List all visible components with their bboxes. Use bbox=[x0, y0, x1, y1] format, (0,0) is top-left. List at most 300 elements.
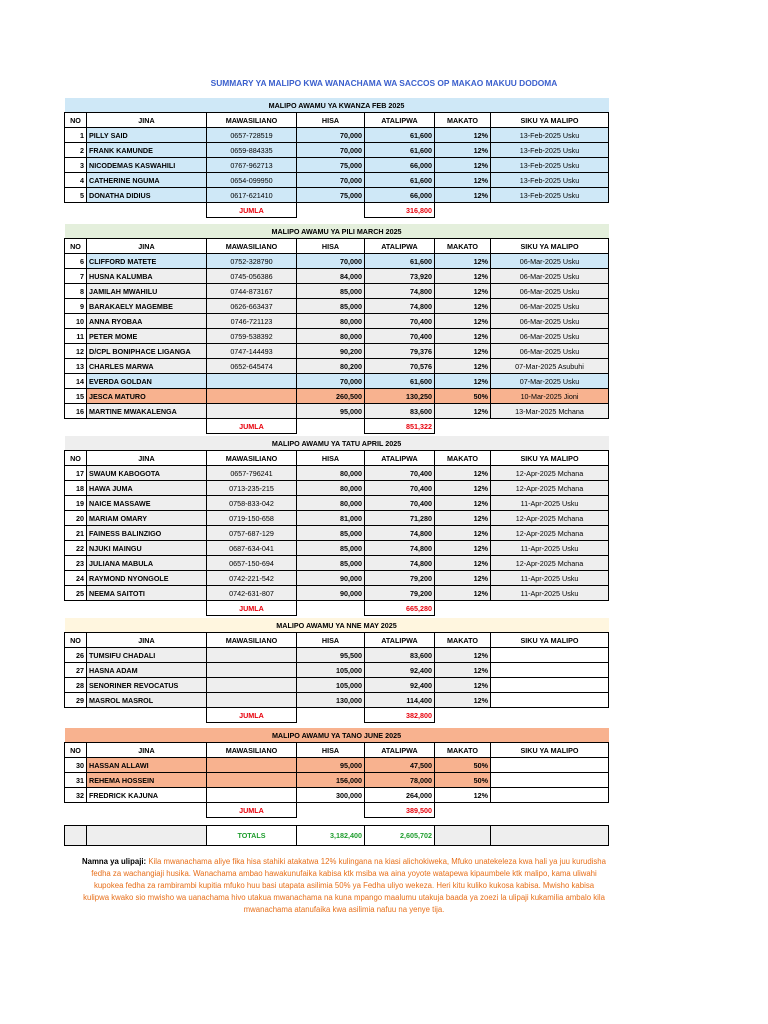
member-no: 24 bbox=[65, 571, 87, 586]
member-no: 21 bbox=[65, 526, 87, 541]
member-no: 6 bbox=[65, 254, 87, 269]
member-siku: 06-Mar-2025 Usku bbox=[491, 329, 609, 344]
member-phone: 0659-884335 bbox=[207, 143, 297, 158]
column-header: ATALIPWA bbox=[365, 239, 435, 254]
member-name: JESCA MATURO bbox=[87, 389, 207, 404]
member-name: HASNA ADAM bbox=[87, 663, 207, 678]
member-atalipwa: 61,600 bbox=[365, 173, 435, 188]
member-atalipwa: 92,400 bbox=[365, 663, 435, 678]
member-phone bbox=[207, 404, 297, 419]
member-phone bbox=[207, 648, 297, 663]
member-makato: 12% bbox=[435, 571, 491, 586]
table-row bbox=[65, 329, 609, 344]
member-phone bbox=[207, 389, 297, 404]
member-hisa: 80,000 bbox=[297, 329, 365, 344]
member-phone: 0758-833-042 bbox=[207, 496, 297, 511]
column-header: NO bbox=[65, 239, 87, 254]
member-siku bbox=[491, 773, 609, 788]
member-name: NICODEMAS KASWAHILI bbox=[87, 158, 207, 173]
member-siku: 11-Apr-2025 Usku bbox=[491, 586, 609, 601]
note-label: Namna ya ulipaji: bbox=[82, 857, 147, 866]
member-name: HASSAN ALLAWI bbox=[87, 758, 207, 773]
member-hisa: 90,000 bbox=[297, 571, 365, 586]
member-phone: 0719-150-658 bbox=[207, 511, 297, 526]
column-header: MAKATO bbox=[435, 633, 491, 648]
member-makato: 12% bbox=[435, 648, 491, 663]
member-makato: 50% bbox=[435, 758, 491, 773]
table-row bbox=[65, 586, 609, 601]
member-atalipwa: 74,800 bbox=[365, 541, 435, 556]
column-header: MAKATO bbox=[435, 239, 491, 254]
member-atalipwa: 73,920 bbox=[365, 269, 435, 284]
member-phone: 0747-144493 bbox=[207, 344, 297, 359]
member-hisa: 90,000 bbox=[297, 586, 365, 601]
member-phone: 0713-235-215 bbox=[207, 481, 297, 496]
column-header: JINA bbox=[87, 239, 207, 254]
member-phone: 0759-538392 bbox=[207, 329, 297, 344]
member-siku: 07-Mar-2025 Usku bbox=[491, 374, 609, 389]
table-row bbox=[65, 269, 609, 284]
member-no: 16 bbox=[65, 404, 87, 419]
member-atalipwa: 83,600 bbox=[365, 648, 435, 663]
jumla-value: 665,280 bbox=[365, 601, 435, 616]
member-name: D/CPL BONIPHACE LIGANGA bbox=[87, 344, 207, 359]
member-atalipwa: 83,600 bbox=[365, 404, 435, 419]
table-row bbox=[65, 299, 609, 314]
table-row bbox=[65, 773, 609, 788]
member-name: NEEMA SAITOTI bbox=[87, 586, 207, 601]
member-atalipwa: 74,800 bbox=[365, 556, 435, 571]
column-header: HISA bbox=[297, 743, 365, 758]
member-name: MASROL MASROL bbox=[87, 693, 207, 708]
member-makato: 12% bbox=[435, 511, 491, 526]
section-4 bbox=[64, 618, 608, 723]
member-name: TUMSIFU CHADALI bbox=[87, 648, 207, 663]
member-no: 5 bbox=[65, 188, 87, 203]
member-makato: 12% bbox=[435, 254, 491, 269]
member-name: ANNA RYOBAA bbox=[87, 314, 207, 329]
member-makato: 12% bbox=[435, 359, 491, 374]
member-name: DONATHA DIDIUS bbox=[87, 188, 207, 203]
member-no: 20 bbox=[65, 511, 87, 526]
member-hisa: 85,000 bbox=[297, 299, 365, 314]
member-name: CHARLES MARWA bbox=[87, 359, 207, 374]
member-no: 26 bbox=[65, 648, 87, 663]
member-siku: 13-Feb-2025 Usku bbox=[491, 128, 609, 143]
page-title: SUMMARY YA MALIPO KWA WANACHAMA WA SACCOS OP MAKAO MAKUU DODOMA bbox=[210, 78, 558, 88]
member-atalipwa: 74,800 bbox=[365, 299, 435, 314]
member-hisa: 80,000 bbox=[297, 496, 365, 511]
member-siku: 06-Mar-2025 Usku bbox=[491, 299, 609, 314]
member-atalipwa: 70,400 bbox=[365, 496, 435, 511]
member-atalipwa: 114,400 bbox=[365, 693, 435, 708]
member-makato: 12% bbox=[435, 526, 491, 541]
member-makato: 12% bbox=[435, 466, 491, 481]
section-title: MALIPO AWAMU YA TATU APRIL 2025 bbox=[65, 436, 609, 451]
member-makato: 12% bbox=[435, 188, 491, 203]
totals-hisa: 3,182,400 bbox=[297, 826, 365, 846]
member-atalipwa: 61,600 bbox=[365, 128, 435, 143]
member-name: PETER MOME bbox=[87, 329, 207, 344]
member-atalipwa: 70,576 bbox=[365, 359, 435, 374]
member-hisa: 80,000 bbox=[297, 314, 365, 329]
member-siku bbox=[491, 693, 609, 708]
column-header: JINA bbox=[87, 633, 207, 648]
member-no: 4 bbox=[65, 173, 87, 188]
column-header: SIKU YA MALIPO bbox=[491, 113, 609, 128]
table-row bbox=[65, 648, 609, 663]
table-row bbox=[65, 466, 609, 481]
member-phone bbox=[207, 374, 297, 389]
member-no: 30 bbox=[65, 758, 87, 773]
member-siku: 11-Apr-2025 Usku bbox=[491, 496, 609, 511]
member-name: NJUKI MAINGU bbox=[87, 541, 207, 556]
jumla-label: JUMLA bbox=[207, 601, 297, 616]
member-no: 14 bbox=[65, 374, 87, 389]
member-name: JAMILAH MWAHILU bbox=[87, 284, 207, 299]
member-phone: 0626-663437 bbox=[207, 299, 297, 314]
table-row bbox=[65, 758, 609, 773]
section-5 bbox=[64, 728, 608, 818]
member-makato: 12% bbox=[435, 158, 491, 173]
member-siku: 13-Feb-2025 Usku bbox=[491, 158, 609, 173]
member-name: CLIFFORD MATETE bbox=[87, 254, 207, 269]
member-no: 13 bbox=[65, 359, 87, 374]
column-header: NO bbox=[65, 743, 87, 758]
member-atalipwa: 70,400 bbox=[365, 314, 435, 329]
member-phone: 0687-634-041 bbox=[207, 541, 297, 556]
table-row bbox=[65, 496, 609, 511]
member-name: MARTINE MWAKALENGA bbox=[87, 404, 207, 419]
table-row bbox=[65, 571, 609, 586]
section-title: MALIPO AWAMU YA NNE MAY 2025 bbox=[65, 618, 609, 633]
member-phone: 0657-150-694 bbox=[207, 556, 297, 571]
member-siku: 12-Apr-2025 Mchana bbox=[491, 481, 609, 496]
member-no: 17 bbox=[65, 466, 87, 481]
member-no: 23 bbox=[65, 556, 87, 571]
member-phone bbox=[207, 758, 297, 773]
column-header: ATALIPWA bbox=[365, 633, 435, 648]
member-phone: 0757-687-129 bbox=[207, 526, 297, 541]
member-no: 15 bbox=[65, 389, 87, 404]
member-siku bbox=[491, 678, 609, 693]
member-no: 25 bbox=[65, 586, 87, 601]
member-name: MARIAM OMARY bbox=[87, 511, 207, 526]
member-phone: 0654-099950 bbox=[207, 173, 297, 188]
member-name: SWAUM KABOGOTA bbox=[87, 466, 207, 481]
column-header: JINA bbox=[87, 113, 207, 128]
jumla-value: 382,800 bbox=[365, 708, 435, 723]
member-atalipwa: 70,400 bbox=[365, 466, 435, 481]
table-row bbox=[65, 284, 609, 299]
member-name: PILLY SAID bbox=[87, 128, 207, 143]
member-name: FREDRICK KAJUNA bbox=[87, 788, 207, 803]
member-phone: 0746-721123 bbox=[207, 314, 297, 329]
member-siku: 06-Mar-2025 Usku bbox=[491, 284, 609, 299]
member-siku: 06-Mar-2025 Usku bbox=[491, 344, 609, 359]
member-phone bbox=[207, 693, 297, 708]
member-makato: 12% bbox=[435, 404, 491, 419]
jumla-value: 316,800 bbox=[365, 203, 435, 218]
column-header: MAKATO bbox=[435, 451, 491, 466]
member-makato: 12% bbox=[435, 329, 491, 344]
section-title: MALIPO AWAMU YA KWANZA FEB 2025 bbox=[65, 98, 609, 113]
member-makato: 12% bbox=[435, 788, 491, 803]
column-header: HISA bbox=[297, 633, 365, 648]
member-name: NAICE MASSAWE bbox=[87, 496, 207, 511]
member-makato: 12% bbox=[435, 374, 491, 389]
jumla-label: JUMLA bbox=[207, 419, 297, 434]
member-makato: 12% bbox=[435, 299, 491, 314]
member-makato: 12% bbox=[435, 663, 491, 678]
member-makato: 12% bbox=[435, 314, 491, 329]
column-header: MAWASILIANO bbox=[207, 743, 297, 758]
member-siku: 13-Feb-2025 Usku bbox=[491, 173, 609, 188]
member-hisa: 70,000 bbox=[297, 374, 365, 389]
member-makato: 50% bbox=[435, 389, 491, 404]
column-header: ATALIPWA bbox=[365, 743, 435, 758]
member-no: 1 bbox=[65, 128, 87, 143]
member-siku: 11-Apr-2025 Usku bbox=[491, 541, 609, 556]
table-row bbox=[65, 481, 609, 496]
member-siku bbox=[491, 788, 609, 803]
member-phone: 0617-621410 bbox=[207, 188, 297, 203]
table-row bbox=[65, 314, 609, 329]
member-siku bbox=[491, 663, 609, 678]
member-name: REHEMA HOSSEIN bbox=[87, 773, 207, 788]
member-atalipwa: 61,600 bbox=[365, 374, 435, 389]
member-hisa: 95,000 bbox=[297, 758, 365, 773]
member-phone: 0745-056386 bbox=[207, 269, 297, 284]
member-siku bbox=[491, 758, 609, 773]
table-row bbox=[65, 344, 609, 359]
member-makato: 12% bbox=[435, 556, 491, 571]
member-siku: 07-Mar-2025 Asubuhi bbox=[491, 359, 609, 374]
member-phone: 0742-221-542 bbox=[207, 571, 297, 586]
member-hisa: 90,200 bbox=[297, 344, 365, 359]
member-no: 2 bbox=[65, 143, 87, 158]
member-atalipwa: 79,200 bbox=[365, 586, 435, 601]
member-hisa: 85,000 bbox=[297, 526, 365, 541]
member-atalipwa: 74,800 bbox=[365, 526, 435, 541]
member-hisa: 70,000 bbox=[297, 254, 365, 269]
member-no: 31 bbox=[65, 773, 87, 788]
member-atalipwa: 78,000 bbox=[365, 773, 435, 788]
column-header: MAWASILIANO bbox=[207, 113, 297, 128]
member-no: 9 bbox=[65, 299, 87, 314]
member-hisa: 85,000 bbox=[297, 284, 365, 299]
member-atalipwa: 130,250 bbox=[365, 389, 435, 404]
table-row bbox=[65, 511, 609, 526]
member-hisa: 70,000 bbox=[297, 173, 365, 188]
member-siku: 11-Apr-2025 Usku bbox=[491, 571, 609, 586]
member-phone: 0657-796241 bbox=[207, 466, 297, 481]
member-makato: 12% bbox=[435, 128, 491, 143]
column-header: JINA bbox=[87, 743, 207, 758]
member-no: 28 bbox=[65, 678, 87, 693]
totals-table bbox=[64, 825, 608, 846]
member-makato: 12% bbox=[435, 284, 491, 299]
member-name: BARAKAELY MAGEMBE bbox=[87, 299, 207, 314]
member-atalipwa: 66,000 bbox=[365, 158, 435, 173]
member-phone: 0652-645474 bbox=[207, 359, 297, 374]
member-hisa: 130,000 bbox=[297, 693, 365, 708]
jumla-label: JUMLA bbox=[207, 803, 297, 818]
member-phone: 0752-328790 bbox=[207, 254, 297, 269]
column-header: HISA bbox=[297, 451, 365, 466]
member-hisa: 70,000 bbox=[297, 128, 365, 143]
column-header: ATALIPWA bbox=[365, 451, 435, 466]
member-makato: 12% bbox=[435, 541, 491, 556]
totals-atalipwa: 2,605,702 bbox=[365, 826, 435, 846]
member-siku: 13-Feb-2025 Usku bbox=[491, 143, 609, 158]
member-hisa: 260,500 bbox=[297, 389, 365, 404]
table-row bbox=[65, 188, 609, 203]
table-row bbox=[65, 404, 609, 419]
member-hisa: 80,000 bbox=[297, 466, 365, 481]
member-name: FRANK KAMUNDE bbox=[87, 143, 207, 158]
member-no: 32 bbox=[65, 788, 87, 803]
payment-note bbox=[80, 856, 608, 916]
column-header: MAWASILIANO bbox=[207, 239, 297, 254]
member-no: 7 bbox=[65, 269, 87, 284]
member-siku: 06-Mar-2025 Usku bbox=[491, 269, 609, 284]
column-header: JINA bbox=[87, 451, 207, 466]
column-header: MAWASILIANO bbox=[207, 451, 297, 466]
column-header: SIKU YA MALIPO bbox=[491, 451, 609, 466]
table-row bbox=[65, 254, 609, 269]
column-header: ATALIPWA bbox=[365, 113, 435, 128]
column-header: SIKU YA MALIPO bbox=[491, 743, 609, 758]
member-no: 3 bbox=[65, 158, 87, 173]
member-makato: 12% bbox=[435, 481, 491, 496]
member-hisa: 300,000 bbox=[297, 788, 365, 803]
member-siku: 10-Mar-2025 Jioni bbox=[491, 389, 609, 404]
member-no: 19 bbox=[65, 496, 87, 511]
member-phone: 0767-962713 bbox=[207, 158, 297, 173]
section-title: MALIPO AWAMU YA PILI MARCH 2025 bbox=[65, 224, 609, 239]
member-no: 27 bbox=[65, 663, 87, 678]
member-siku: 12-Apr-2025 Mchana bbox=[491, 526, 609, 541]
column-header: NO bbox=[65, 113, 87, 128]
member-atalipwa: 71,280 bbox=[365, 511, 435, 526]
column-header: SIKU YA MALIPO bbox=[491, 239, 609, 254]
member-no: 10 bbox=[65, 314, 87, 329]
member-atalipwa: 66,000 bbox=[365, 188, 435, 203]
member-no: 29 bbox=[65, 693, 87, 708]
table-row bbox=[65, 788, 609, 803]
member-hisa: 81,000 bbox=[297, 511, 365, 526]
table-row bbox=[65, 541, 609, 556]
member-hisa: 156,000 bbox=[297, 773, 365, 788]
member-name: EVERDA GOLDAN bbox=[87, 374, 207, 389]
member-siku bbox=[491, 648, 609, 663]
jumla-value: 851,322 bbox=[365, 419, 435, 434]
member-name: CATHERINE NGUMA bbox=[87, 173, 207, 188]
member-makato: 12% bbox=[435, 693, 491, 708]
column-header: MAKATO bbox=[435, 743, 491, 758]
table-row bbox=[65, 158, 609, 173]
table-row bbox=[65, 128, 609, 143]
member-siku: 12-Apr-2025 Mchana bbox=[491, 511, 609, 526]
member-hisa: 95,000 bbox=[297, 404, 365, 419]
member-name: RAYMOND NYONGOLE bbox=[87, 571, 207, 586]
section-3 bbox=[64, 436, 608, 616]
member-siku: 13-Feb-2025 Usku bbox=[491, 188, 609, 203]
member-atalipwa: 61,600 bbox=[365, 143, 435, 158]
member-hisa: 105,000 bbox=[297, 678, 365, 693]
member-phone bbox=[207, 788, 297, 803]
member-hisa: 85,000 bbox=[297, 541, 365, 556]
member-no: 18 bbox=[65, 481, 87, 496]
table-row bbox=[65, 526, 609, 541]
jumla-label: JUMLA bbox=[207, 203, 297, 218]
member-hisa: 84,000 bbox=[297, 269, 365, 284]
member-no: 12 bbox=[65, 344, 87, 359]
member-atalipwa: 47,500 bbox=[365, 758, 435, 773]
column-header: NO bbox=[65, 633, 87, 648]
table-row bbox=[65, 389, 609, 404]
note-text: Kila mwanachama aliye fika hisa stahiki atakatwa 12% kulingana na kiasi alichokiweka, Mfuko unatekeleza kwa hali ya juu kurudisha fedha za wachangiaji husika. Wanachama ambao hawakunufaika kabisa ktk msiba wa aina yoyote watapewa kipaumbele ktk malipo, kama uliwahi kupokea fedha za rambirambi kupitia mfuko huu basi utapata asilimia 50% ya Fedha uliyo wekeza. Heri kitu kuliko kukosa kabisa. Mwisho kabisa kulipwa kwako sio mwisho wa uanachama hivo utakua mwanachama na kuna mpango maalumu utakuja baada ya zoezi la ulipaji kukamilia ambalo kila mwanachama atanufaika kwa asilimia nafuu na yenye tija. bbox=[83, 857, 606, 914]
section-2 bbox=[64, 224, 608, 434]
member-hisa: 75,000 bbox=[297, 188, 365, 203]
column-header: HISA bbox=[297, 239, 365, 254]
table-row bbox=[65, 143, 609, 158]
member-no: 22 bbox=[65, 541, 87, 556]
table-row bbox=[65, 359, 609, 374]
jumla-label: JUMLA bbox=[207, 708, 297, 723]
member-hisa: 70,000 bbox=[297, 143, 365, 158]
member-makato: 12% bbox=[435, 586, 491, 601]
member-phone bbox=[207, 663, 297, 678]
table-row bbox=[65, 374, 609, 389]
member-no: 8 bbox=[65, 284, 87, 299]
member-makato: 12% bbox=[435, 678, 491, 693]
jumla-value: 389,500 bbox=[365, 803, 435, 818]
member-atalipwa: 79,376 bbox=[365, 344, 435, 359]
member-makato: 12% bbox=[435, 344, 491, 359]
member-atalipwa: 264,000 bbox=[365, 788, 435, 803]
table-row bbox=[65, 693, 609, 708]
member-phone bbox=[207, 773, 297, 788]
member-makato: 12% bbox=[435, 269, 491, 284]
member-phone: 0744-873167 bbox=[207, 284, 297, 299]
table-row bbox=[65, 678, 609, 693]
section-1 bbox=[64, 98, 608, 218]
totals-label: TOTALS bbox=[207, 826, 297, 846]
member-name: SENORINER REVOCATUS bbox=[87, 678, 207, 693]
member-hisa: 105,000 bbox=[297, 663, 365, 678]
member-hisa: 75,000 bbox=[297, 158, 365, 173]
member-makato: 50% bbox=[435, 773, 491, 788]
member-phone: 0657-728519 bbox=[207, 128, 297, 143]
member-phone bbox=[207, 678, 297, 693]
column-header: SIKU YA MALIPO bbox=[491, 633, 609, 648]
section-title: MALIPO AWAMU YA TANO JUNE 2025 bbox=[65, 728, 609, 743]
member-makato: 12% bbox=[435, 496, 491, 511]
member-makato: 12% bbox=[435, 143, 491, 158]
member-atalipwa: 61,600 bbox=[365, 254, 435, 269]
member-atalipwa: 70,400 bbox=[365, 329, 435, 344]
table-row bbox=[65, 556, 609, 571]
column-header: MAWASILIANO bbox=[207, 633, 297, 648]
table-row bbox=[65, 173, 609, 188]
member-hisa: 95,500 bbox=[297, 648, 365, 663]
member-atalipwa: 92,400 bbox=[365, 678, 435, 693]
member-siku: 06-Mar-2025 Usku bbox=[491, 314, 609, 329]
column-header: MAKATO bbox=[435, 113, 491, 128]
column-header: HISA bbox=[297, 113, 365, 128]
